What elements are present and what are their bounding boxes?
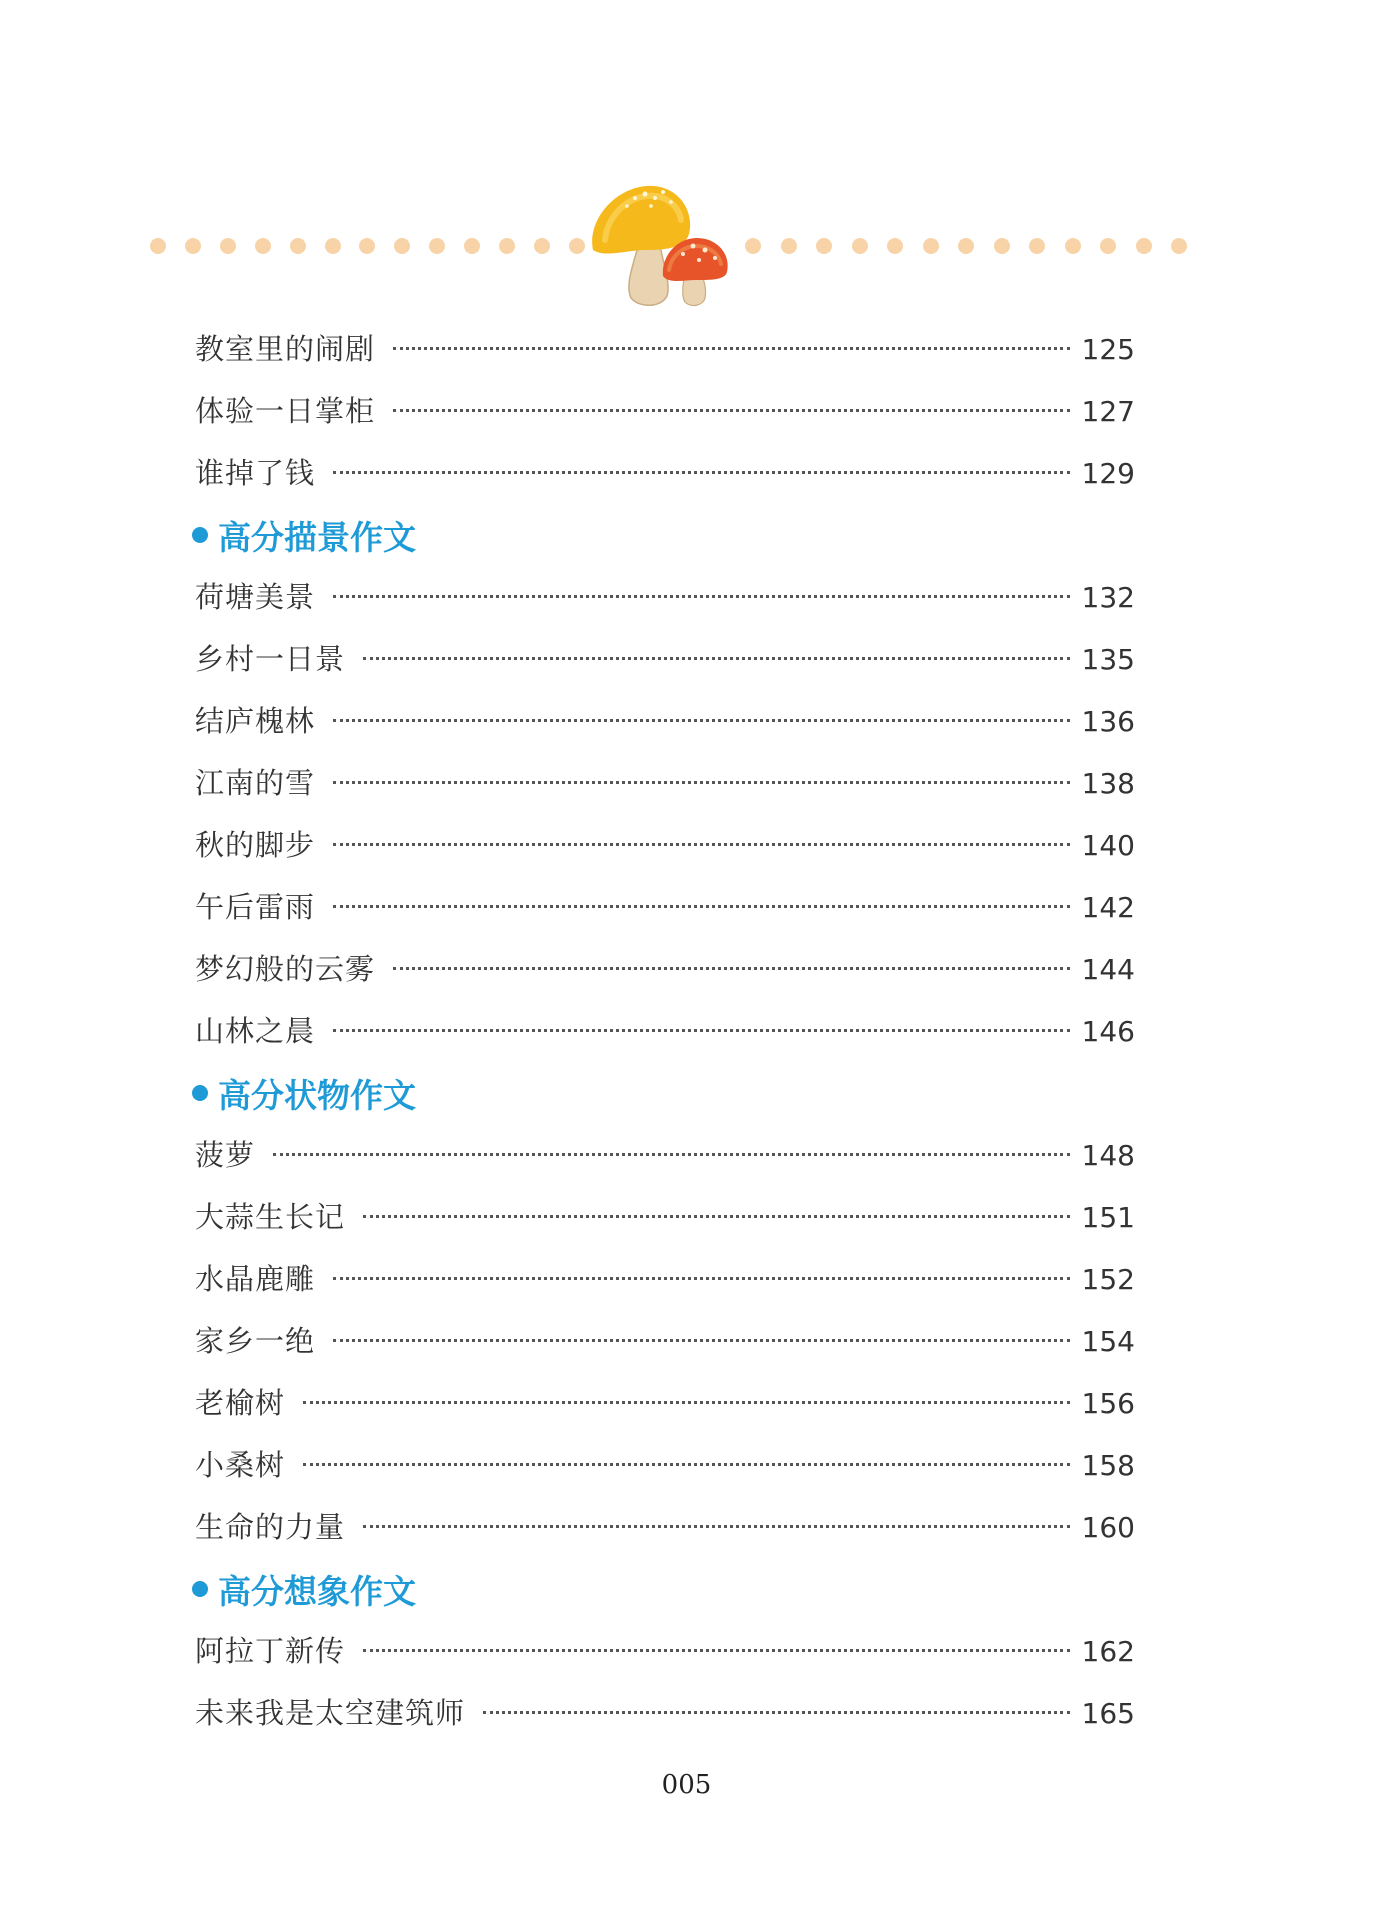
toc-entry[interactable] (195, 690, 1135, 752)
toc-entry-title: 梦幻般的云雾 (195, 952, 376, 986)
toc-entry-title: 午后雷雨 (195, 890, 316, 924)
dot-leader (393, 347, 1070, 350)
toc-entry-title: 乡村一日景 (195, 642, 346, 676)
dot (852, 238, 868, 254)
toc-entry-title: 生命的力量 (195, 1510, 346, 1544)
dot (1171, 238, 1187, 254)
toc-entry-title: 荷塘美景 (195, 580, 316, 614)
page-number: 005 (661, 1770, 712, 1800)
toc-entry[interactable] (195, 442, 1135, 504)
toc-entry-page: 138 (1081, 767, 1135, 800)
toc-entry-page: 125 (1081, 333, 1135, 366)
toc-entry[interactable] (195, 1124, 1135, 1186)
dot-divider-left (150, 238, 585, 254)
toc-entry[interactable] (195, 1620, 1135, 1682)
dot (534, 238, 550, 254)
toc-entry-page: 135 (1081, 643, 1135, 676)
dot (1136, 238, 1152, 254)
dot-leader (333, 905, 1070, 908)
toc-entry-title: 老榆树 (195, 1386, 286, 1420)
toc-entry[interactable] (195, 566, 1135, 628)
toc-entry-title: 结庐槐林 (195, 704, 316, 738)
mushroom-icon (585, 180, 745, 310)
toc-entry[interactable] (195, 1000, 1135, 1062)
toc-entry-page: 160 (1081, 1511, 1135, 1544)
toc-entry-title: 水晶鹿雕 (195, 1262, 316, 1296)
dot (569, 238, 585, 254)
toc-entry-page: 165 (1081, 1697, 1135, 1730)
dot (359, 238, 375, 254)
bullet-icon (192, 1581, 208, 1597)
toc-entry[interactable] (195, 1434, 1135, 1496)
toc-entry[interactable] (195, 1310, 1135, 1372)
toc-entry-page: 162 (1081, 1635, 1135, 1668)
toc-entry-title: 菠萝 (195, 1138, 256, 1172)
dot-leader (333, 719, 1070, 722)
toc-entry[interactable] (195, 380, 1135, 442)
toc-entry[interactable] (195, 876, 1135, 938)
toc-entry[interactable] (195, 1496, 1135, 1558)
dot (1100, 238, 1116, 254)
dot-leader (363, 1649, 1070, 1652)
dot (499, 238, 515, 254)
toc-entry-page: 151 (1081, 1201, 1135, 1234)
toc-entry-page: 156 (1081, 1387, 1135, 1420)
dot (1065, 238, 1081, 254)
toc-entry[interactable] (195, 1682, 1135, 1744)
dot-leader (333, 1029, 1070, 1032)
dot-leader (393, 967, 1070, 970)
toc-entry[interactable] (195, 1372, 1135, 1434)
dot-leader (333, 781, 1070, 784)
toc-section-heading[interactable] (192, 1062, 1135, 1124)
toc-entry[interactable] (195, 318, 1135, 380)
toc-entry-page: 144 (1081, 953, 1135, 986)
toc-entry-page: 140 (1081, 829, 1135, 862)
dot-leader (363, 1215, 1070, 1218)
dot-leader (393, 409, 1070, 412)
dot (255, 238, 271, 254)
dot (325, 238, 341, 254)
toc-entry-page: 136 (1081, 705, 1135, 738)
toc-entry-title: 阿拉丁新传 (195, 1634, 346, 1668)
dot (1029, 238, 1045, 254)
dot (429, 238, 445, 254)
toc-entry-page: 129 (1081, 457, 1135, 490)
toc-entry-title: 江南的雪 (195, 766, 316, 800)
toc-entry-page: 158 (1081, 1449, 1135, 1482)
dot (464, 238, 480, 254)
dot-leader (333, 1277, 1070, 1280)
dot (994, 238, 1010, 254)
dot-divider-right (745, 238, 1187, 254)
toc-section-heading[interactable] (192, 504, 1135, 566)
dot (185, 238, 201, 254)
toc-section-title: 高分想象作文 (218, 1571, 416, 1611)
toc-entry-title: 秋的脚步 (195, 828, 316, 862)
toc-entry-page: 127 (1081, 395, 1135, 428)
dot (394, 238, 410, 254)
dot (816, 238, 832, 254)
dot-leader (303, 1463, 1070, 1466)
toc-entry-title: 教室里的闹剧 (195, 332, 376, 366)
dot-leader (363, 657, 1070, 660)
dot (781, 238, 797, 254)
dot-leader (483, 1711, 1070, 1714)
table-of-contents (195, 318, 1135, 1744)
toc-entry-page: 142 (1081, 891, 1135, 924)
dot (745, 238, 761, 254)
dot-leader (333, 1339, 1070, 1342)
toc-entry-title: 小桑树 (195, 1448, 286, 1482)
dot-leader (273, 1153, 1070, 1156)
bullet-icon (192, 527, 208, 543)
toc-entry-title: 山林之晨 (195, 1014, 316, 1048)
toc-entry-page: 148 (1081, 1139, 1135, 1172)
toc-entry[interactable] (195, 938, 1135, 1000)
toc-section-title: 高分状物作文 (218, 1075, 416, 1115)
dot (923, 238, 939, 254)
toc-entry-title: 体验一日掌柜 (195, 394, 376, 428)
toc-entry-page: 146 (1081, 1015, 1135, 1048)
dot (220, 238, 236, 254)
toc-section-title: 高分描景作文 (218, 517, 416, 557)
toc-entry-title: 家乡一绝 (195, 1324, 316, 1358)
toc-entry-title: 大蒜生长记 (195, 1200, 346, 1234)
dot-leader (303, 1401, 1070, 1404)
dot-leader (333, 843, 1070, 846)
bullet-icon (192, 1085, 208, 1101)
toc-entry[interactable] (195, 1186, 1135, 1248)
toc-entry-title: 谁掉了钱 (195, 456, 316, 490)
toc-entry[interactable] (195, 1248, 1135, 1310)
toc-entry-page: 154 (1081, 1325, 1135, 1358)
toc-entry[interactable] (195, 814, 1135, 876)
toc-entry[interactable] (195, 628, 1135, 690)
dot-leader (333, 595, 1070, 598)
dot (887, 238, 903, 254)
toc-entry-page: 132 (1081, 581, 1135, 614)
dot-leader (333, 471, 1070, 474)
toc-entry-title: 未来我是太空建筑师 (195, 1696, 466, 1730)
dot (290, 238, 306, 254)
dot (150, 238, 166, 254)
toc-entry[interactable] (195, 752, 1135, 814)
toc-entry-page: 152 (1081, 1263, 1135, 1296)
toc-section-heading[interactable] (192, 1558, 1135, 1620)
dot-leader (363, 1525, 1070, 1528)
dot (958, 238, 974, 254)
